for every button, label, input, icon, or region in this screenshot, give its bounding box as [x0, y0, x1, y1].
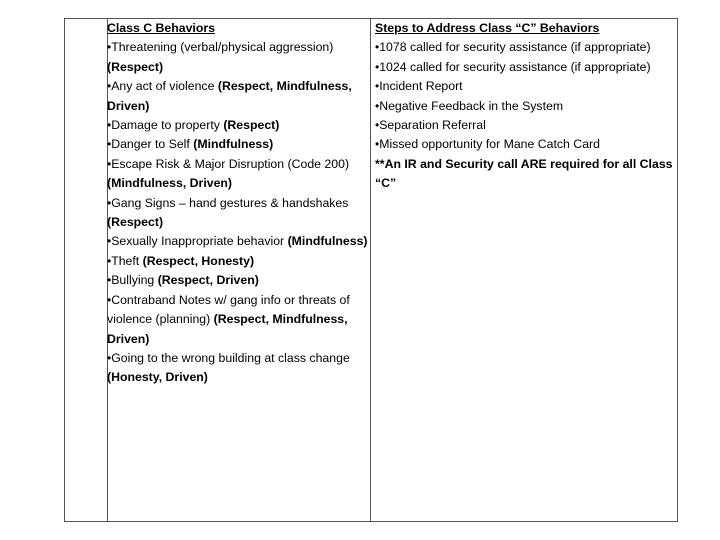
bullet-icon: •	[107, 292, 112, 307]
step-text: 1078 called for security assistance (if appropriate)	[379, 40, 651, 55]
behavior-text: Bullying	[111, 273, 158, 288]
behavior-item	[107, 291, 369, 349]
step-text: 1024 called for security assistance (if appropriate)	[379, 59, 651, 74]
behavior-item	[107, 77, 369, 116]
behavior-values: (Mindfulness, Driven)	[107, 176, 233, 191]
behavior-item	[107, 271, 369, 290]
step-text: Missed opportunity for Mane Catch Card	[379, 137, 600, 152]
behavior-item	[107, 194, 369, 233]
behavior-item	[107, 252, 369, 271]
bullet-icon: •	[107, 350, 112, 365]
bullet-icon: •	[375, 137, 380, 152]
bullet-icon: •	[375, 118, 380, 133]
behavior-text: Damage to property	[111, 118, 224, 133]
step-item	[375, 97, 677, 116]
behavior-item	[107, 135, 369, 154]
bullet-icon: •	[375, 98, 380, 113]
step-text: Incident Report	[379, 79, 463, 94]
steps-heading: Steps to Address Class “C” Behaviors	[375, 21, 600, 35]
bullet-icon: •	[107, 79, 112, 94]
bullet-icon: •	[375, 79, 380, 94]
required-note: **An IR and Security call ARE required for all Class “C”	[375, 156, 673, 191]
behavior-item	[107, 116, 369, 135]
step-text: Negative Feedback in the System	[379, 98, 564, 113]
step-item	[375, 77, 677, 96]
bullet-icon: •	[375, 40, 380, 55]
bullet-icon: •	[107, 137, 112, 152]
behavior-values: (Respect, Driven)	[157, 273, 259, 288]
behavior-values: (Respect, Honesty)	[142, 253, 255, 268]
behavior-item	[107, 349, 369, 388]
behavior-text: Danger to Self	[111, 137, 194, 152]
step-item	[375, 58, 677, 77]
behavior-values: (Mindfulness)	[193, 137, 274, 152]
behavior-values: (Respect, Mindfulness, Driven)	[107, 312, 348, 346]
behavior-values: (Respect)	[223, 118, 280, 133]
bullet-icon: •	[107, 40, 112, 55]
behavior-text: Contraband Notes w/ gang info or threats of violence (planning)	[107, 292, 350, 327]
behavior-text: Going to the wrong building at class change	[111, 350, 350, 365]
behavior-item	[107, 232, 369, 251]
behavior-values: (Honesty, Driven)	[107, 370, 208, 385]
class-c-behaviors-column	[107, 19, 369, 388]
behavior-list	[107, 38, 369, 387]
behavior-values: (Respect)	[107, 59, 164, 74]
behavior-text: Threatening (verbal/physical aggression)	[111, 40, 334, 55]
behavior-item	[107, 38, 369, 77]
bullet-icon: •	[107, 273, 112, 288]
behavior-text: Escape Risk & Major Disruption (Code 200)	[111, 156, 350, 171]
behavior-text: Any act of violence	[111, 79, 218, 94]
bullet-icon: •	[375, 59, 380, 74]
behavior-text: Theft	[111, 253, 143, 268]
column-divider-middle	[370, 19, 371, 521]
bullet-icon: •	[107, 253, 112, 268]
bullet-icon: •	[107, 156, 112, 171]
bullet-icon: •	[107, 118, 112, 133]
bullet-icon: •	[107, 195, 112, 210]
step-item	[375, 116, 677, 135]
class-c-behaviors-heading: Class C Behaviors	[107, 21, 215, 35]
behavior-values: (Mindfulness)	[287, 234, 368, 249]
step-item	[375, 135, 677, 154]
step-text: Separation Referral	[379, 118, 486, 133]
behavior-text: Gang Signs – hand gestures & handshakes	[111, 195, 349, 210]
steps-column	[375, 19, 677, 194]
behavior-values: (Respect)	[107, 215, 164, 230]
behavior-text: Sexually Inappropriate behavior	[111, 234, 288, 249]
steps-list	[375, 38, 677, 154]
bullet-icon: •	[107, 234, 112, 249]
step-item	[375, 38, 677, 57]
behavior-item	[107, 155, 369, 194]
behavior-values: (Respect, Mindfulness, Driven)	[107, 79, 352, 113]
behavior-table	[64, 18, 678, 522]
